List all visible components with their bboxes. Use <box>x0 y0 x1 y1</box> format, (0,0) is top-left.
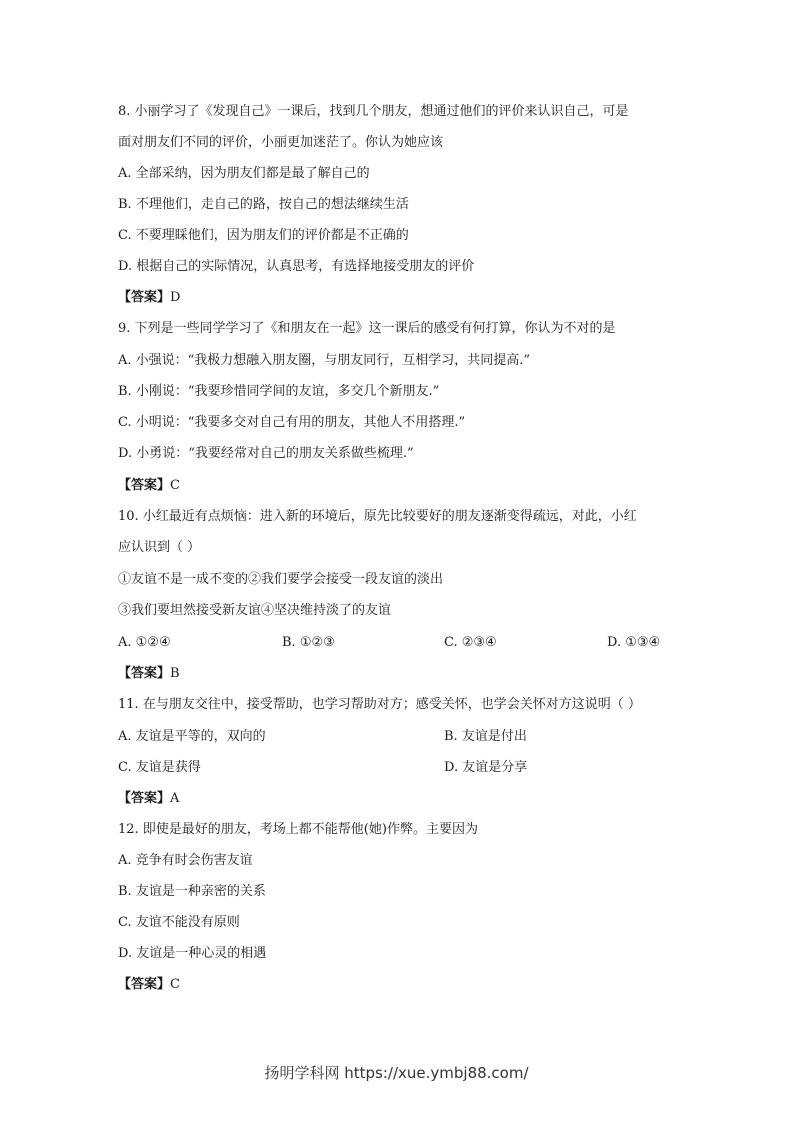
q8-option-c: C. 不要理睬他们，因为朋友们的评价都是不正确的 <box>118 228 409 243</box>
q10-option-c: C. ②③④ <box>444 635 497 650</box>
answer-value: C <box>170 478 180 493</box>
answer-value: C <box>170 977 180 992</box>
q10-stem-line-1: 10. 小红最近有点烦恼：进入新的环境后，原先比较要好的朋友逐渐变得疏远，对此，小红 <box>118 509 637 524</box>
q9-option-a: A. 小强说：“我极力想融入朋友圈，与朋友同行，互相学习，共同提高.” <box>118 353 531 368</box>
answer-label: 【答案】 <box>118 478 171 493</box>
q10-statement-line-1: ①友谊不是一成不变的②我们要学会接受一段友谊的淡出 <box>118 572 444 587</box>
q11-answer <box>118 790 179 808</box>
q11-stem-line-1: 11. 在与朋友交往中，接受帮助，也学习帮助对方；感受关怀，也学会关怀对方这说明（ ） <box>118 697 641 712</box>
q12-option-c: C. 友谊不能没有原则 <box>118 915 240 930</box>
answer-label: 【答案】 <box>118 791 171 806</box>
q10-option-a: A. ①②④ <box>118 635 171 650</box>
q9-answer <box>118 477 180 495</box>
q12-option-a: A. 竞争有时会伤害友谊 <box>118 853 253 868</box>
q8-answer <box>118 289 180 307</box>
answer-label: 【答案】 <box>118 666 171 681</box>
q8-option-d: D. 根据自己的实际情况，认真思考，有选择地接受朋友的评价 <box>118 259 475 274</box>
q9-option-c: C. 小明说：“我要多交对自己有用的朋友，其他人不用搭理.” <box>118 415 466 430</box>
q10-option-d: D. ①③④ <box>607 635 661 650</box>
q10-statement-line-2: ③我们要坦然接受新友谊④坚决维持淡了的友谊 <box>118 603 392 618</box>
page-footer-watermark: 扬明学科网 https://xue.ymbj88.com/ <box>264 1064 529 1082</box>
q11-option-b: B. 友谊是付出 <box>444 729 527 744</box>
q8-stem-line-1: 8. 小丽学习了《发现自己》一课后，找到几个朋友，想通过他们的评价来认识自己，可是 <box>118 104 629 119</box>
q10-answer <box>118 665 180 683</box>
q8-option-b: B. 不理他们，走自己的路，按自己的想法继续生活 <box>118 197 409 212</box>
q8-option-a: A. 全部采纳，因为朋友们都是最了解自己的 <box>118 166 370 181</box>
answer-label: 【答案】 <box>118 977 171 992</box>
answer-value: B <box>170 666 180 681</box>
q12-option-d: D. 友谊是一种心灵的相遇 <box>118 946 267 961</box>
q8-stem-line-2: 面对朋友们不同的评价，小丽更加迷茫了。你认为她应该 <box>118 135 444 150</box>
q10-option-b: B. ①②③ <box>282 635 335 650</box>
q12-stem-line-1: 12. 即使是最好的朋友，考场上都不能帮他(她)作弊。主要因为 <box>118 822 478 837</box>
q11-option-a: A. 友谊是平等的，双向的 <box>118 729 266 744</box>
q12-answer <box>118 976 180 994</box>
q10-stem-line-2: 应认识到（ ） <box>118 540 201 555</box>
q12-option-b: B. 友谊是一种亲密的关系 <box>118 884 266 899</box>
q9-option-b: B. 小刚说：“我要珍惜同学间的友谊，多交几个新朋友.” <box>118 384 440 399</box>
q9-option-d: D. 小勇说：“我要经常对自己的朋友关系做些梳理.” <box>118 446 414 461</box>
answer-label: 【答案】 <box>118 290 171 305</box>
answer-value: A <box>170 791 180 806</box>
q11-option-c: C. 友谊是获得 <box>118 760 201 775</box>
q11-option-d: D. 友谊是分享 <box>444 760 528 775</box>
q9-stem-line-1: 9. 下列是一些同学学习了《和朋友在一起》这一课后的感受有何打算，你认为不对的是 <box>118 321 616 336</box>
answer-value: D <box>170 290 181 305</box>
